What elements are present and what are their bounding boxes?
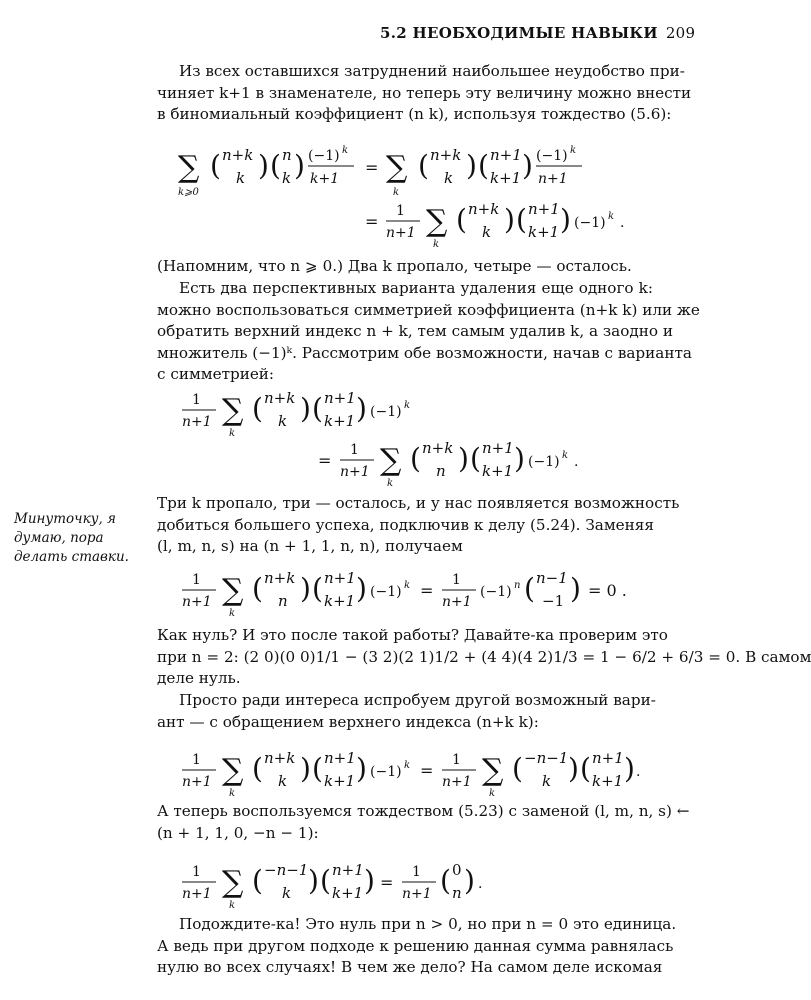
svg-text:n+k: n+k (222, 146, 254, 164)
svg-text:1: 1 (192, 864, 201, 880)
paragraph-6 (157, 690, 656, 733)
svg-text:k+1: k+1 (332, 884, 364, 902)
svg-text:n+k: n+k (264, 749, 296, 767)
svg-text:k+1: k+1 (528, 223, 560, 241)
svg-text:∑: ∑ (380, 443, 402, 478)
svg-text:n+1: n+1 (324, 569, 356, 587)
svg-text:k: k (444, 169, 454, 187)
svg-text:.: . (478, 876, 483, 892)
svg-text:k: k (387, 478, 394, 489)
svg-text:(: ( (252, 572, 263, 605)
running-header (380, 24, 695, 42)
svg-text:∑: ∑ (426, 204, 448, 239)
text-line: А теперь воспользуемся тождеством (5.23) с заменой (l, m, n, s) ← (157, 802, 690, 820)
svg-text:1: 1 (192, 572, 201, 588)
svg-text:): ) (308, 864, 319, 897)
equation-4 (170, 740, 660, 802)
svg-text:−n−1: −n−1 (264, 861, 309, 879)
svg-text:∑: ∑ (222, 753, 244, 788)
svg-text:∑: ∑ (222, 865, 244, 900)
svg-text:k: k (393, 187, 400, 198)
paragraph-1 (157, 61, 692, 126)
svg-text:n+1: n+1 (182, 594, 212, 610)
svg-text:k: k (489, 788, 496, 799)
svg-text:1: 1 (192, 752, 201, 768)
svg-text:= 0 .: = 0 . (588, 581, 627, 600)
svg-text:(: ( (418, 149, 429, 182)
svg-text:1: 1 (396, 203, 405, 219)
svg-text:): ) (466, 149, 477, 182)
svg-text:n+1: n+1 (332, 861, 364, 879)
svg-text:): ) (522, 149, 533, 182)
svg-text:): ) (464, 864, 475, 897)
svg-text:1: 1 (452, 752, 461, 768)
equation-2 (170, 380, 640, 490)
text-line: нулю во всех случаях! В чем же дело? На самом деле искомая (157, 958, 663, 976)
section-title: 5.2 НЕОБХОДИМЫЕ НАВЫКИ (380, 24, 658, 42)
text-line: (l, m, n, s) на (n + 1, 1, n, n), получаем (157, 537, 463, 555)
svg-text:(: ( (478, 149, 489, 182)
svg-text:(: ( (470, 442, 481, 475)
svg-text:(: ( (456, 203, 467, 236)
svg-text:n+1: n+1 (538, 171, 568, 187)
svg-text:k: k (404, 760, 411, 771)
svg-text:1: 1 (452, 572, 461, 588)
svg-text:(−1): (−1) (370, 404, 402, 420)
svg-text:n: n (282, 146, 292, 164)
margin-note: Минуточку, я думаю, пора делать ставки. (14, 511, 129, 565)
svg-text:n+1: n+1 (442, 774, 472, 790)
svg-text:.: . (574, 454, 579, 470)
svg-text:k+1: k+1 (592, 772, 624, 790)
svg-text:−1: −1 (542, 592, 565, 610)
svg-text:∑: ∑ (222, 393, 244, 428)
svg-text:k: k (229, 428, 236, 439)
svg-text:n+k: n+k (430, 146, 462, 164)
svg-text:(: ( (270, 149, 281, 182)
svg-text:=: = (380, 873, 394, 892)
svg-text:k: k (236, 169, 246, 187)
paragraph-7 (157, 801, 690, 844)
svg-text:n+1: n+1 (490, 146, 522, 164)
text-line: с симметрией: (157, 365, 275, 383)
svg-text:k+1: k+1 (324, 412, 356, 430)
text-line: Как нуль? И это после такой работы? Давайте-ка проверим это (157, 626, 668, 644)
svg-text:): ) (356, 572, 367, 605)
svg-text:k: k (404, 580, 411, 591)
svg-text:k: k (282, 884, 292, 902)
svg-text:n+k: n+k (468, 200, 500, 218)
paragraph-5 (157, 625, 811, 690)
svg-text:.: . (620, 215, 625, 231)
svg-text:k: k (282, 169, 292, 187)
svg-text:n−1: n−1 (536, 569, 568, 587)
svg-text:(−1): (−1) (370, 584, 402, 600)
svg-text:n+1: n+1 (182, 886, 212, 902)
svg-text:(: ( (252, 392, 263, 425)
text-line: Просто ради интереса испробуем другой возможный вари- (179, 691, 656, 709)
svg-text:): ) (568, 752, 579, 785)
svg-text:): ) (504, 203, 515, 236)
svg-text:k: k (229, 900, 236, 911)
svg-text:(: ( (512, 752, 523, 785)
svg-text:(: ( (524, 572, 535, 605)
svg-text:k: k (542, 772, 552, 790)
svg-text:(−1): (−1) (480, 584, 512, 600)
paragraph-8 (157, 914, 677, 979)
svg-text:): ) (258, 149, 269, 182)
svg-text:(: ( (516, 203, 527, 236)
svg-text:k+1: k+1 (324, 772, 356, 790)
text-line: при n = 2: (2 0)(0 0)1/1 − (3 2)(2 1)1/2 + (4 4)(4 2)1/3 = 1 − 6/2 + 6/3 = 0. В самом (157, 647, 811, 666)
svg-text:=: = (318, 451, 332, 470)
svg-text:): ) (294, 149, 305, 182)
svg-text:n+1: n+1 (324, 389, 356, 407)
svg-text:n+k: n+k (264, 389, 296, 407)
svg-text:k: k (278, 772, 288, 790)
text-line: Есть два перспективных варианта удаления еще одного k: (179, 279, 653, 297)
text-line: Три k пропало, три — осталось, и у нас появляется возможность (157, 494, 680, 512)
svg-text:k⩾0: k⩾0 (178, 187, 199, 198)
svg-text:∑: ∑ (482, 753, 504, 788)
paragraph-2 (157, 256, 653, 278)
text-line: добиться большего успеха, подключив к делу (5.24). Заменяя (157, 515, 654, 534)
svg-text:): ) (300, 392, 311, 425)
svg-text:(−1): (−1) (308, 148, 340, 164)
svg-text:n+1: n+1 (386, 225, 416, 241)
svg-text:n+1: n+1 (402, 886, 432, 902)
paragraph-3 (157, 278, 700, 386)
svg-text:(: ( (320, 864, 331, 897)
svg-text:n+1: n+1 (182, 414, 212, 430)
svg-text:k: k (570, 145, 577, 156)
svg-text:0: 0 (452, 861, 462, 879)
svg-text:k: k (562, 450, 569, 461)
svg-text:=: = (365, 158, 379, 177)
equation-3 (170, 560, 660, 622)
svg-text:(: ( (410, 442, 421, 475)
text-line: множитель (−1)ᵏ. Рассмотрим обе возможности, начав с варианта (157, 343, 692, 362)
svg-text:n: n (278, 592, 288, 610)
sum-sign: ∑ (178, 150, 200, 185)
svg-text:=: = (365, 212, 379, 231)
text-line: Подождите-ка! Это нуль при n > 0, но при n = 0 это единица. (179, 915, 677, 933)
paragraph-4 (157, 493, 680, 558)
svg-text:k+1: k+1 (490, 169, 522, 187)
svg-text:(: ( (210, 149, 221, 182)
svg-text:k: k (404, 400, 411, 411)
svg-text:n: n (436, 462, 446, 480)
svg-text:): ) (458, 442, 469, 475)
svg-text:n+1: n+1 (442, 594, 472, 610)
svg-text:(−1): (−1) (528, 454, 560, 470)
svg-text:k: k (229, 608, 236, 619)
text-line: А ведь при другом подходе к решению данная сумма равнялась (157, 936, 674, 955)
svg-text:(: ( (580, 752, 591, 785)
svg-text:−n−1: −n−1 (524, 749, 569, 767)
svg-text:n: n (452, 884, 462, 902)
svg-text:n+1: n+1 (324, 749, 356, 767)
svg-text:k: k (608, 211, 615, 222)
svg-text:): ) (356, 752, 367, 785)
text-line: (Напомним, что n ⩾ 0.) Два k пропало, четыре — осталось. (157, 257, 632, 275)
svg-text:): ) (356, 392, 367, 425)
text-line: деле нуль. (157, 669, 241, 687)
svg-text:): ) (624, 752, 635, 785)
equation-5 (170, 852, 550, 914)
svg-text:(−1): (−1) (370, 764, 402, 780)
text-line: в биномиальный коэффициент (n k), используя тождество (5.6): (157, 105, 672, 123)
svg-text:k: k (433, 239, 440, 250)
svg-text:(: ( (440, 864, 451, 897)
svg-text:1: 1 (192, 392, 201, 408)
svg-text:(−1): (−1) (574, 215, 606, 231)
svg-text:n+1: n+1 (482, 439, 514, 457)
svg-text:n: n (514, 580, 521, 591)
svg-text:): ) (300, 752, 311, 785)
svg-text:k+1: k+1 (482, 462, 514, 480)
svg-text:k: k (342, 145, 349, 156)
svg-text:(−1): (−1) (536, 148, 568, 164)
svg-text:n+k: n+k (264, 569, 296, 587)
svg-text:(: ( (252, 864, 263, 897)
svg-text:): ) (514, 442, 525, 475)
svg-text:k: k (229, 788, 236, 799)
svg-text:n+1: n+1 (340, 464, 370, 480)
svg-text:): ) (560, 203, 571, 236)
svg-text:(: ( (312, 572, 323, 605)
text-line: ант — с обращением верхнего индекса (n+k k): (157, 712, 539, 731)
svg-text:∑: ∑ (222, 573, 244, 608)
page-number: 209 (665, 24, 696, 42)
svg-text:): ) (300, 572, 311, 605)
svg-text:∑: ∑ (386, 150, 408, 185)
svg-text:n+k: n+k (422, 439, 454, 457)
svg-text:(: ( (312, 392, 323, 425)
svg-text:k+1: k+1 (324, 592, 356, 610)
svg-text:k: k (278, 412, 288, 430)
text-line: чиняет k+1 в знаменателе, но теперь эту величину можно внести (157, 83, 692, 102)
svg-text:k+1: k+1 (310, 171, 340, 187)
svg-text:(: ( (312, 752, 323, 785)
svg-text:k: k (482, 223, 492, 241)
svg-text:.: . (636, 764, 641, 780)
svg-text:n+1: n+1 (182, 774, 212, 790)
svg-text:=: = (420, 581, 434, 600)
equation-1 (150, 135, 670, 250)
text-line: можно воспользоваться симметрией коэффициента (n+k k) или же (157, 300, 700, 319)
svg-text:1: 1 (350, 442, 359, 458)
text-line: Из всех оставшихся затруднений наибольшее неудобство при- (179, 62, 685, 80)
svg-text:(: ( (252, 752, 263, 785)
svg-text:n+1: n+1 (528, 200, 560, 218)
svg-text:n+1: n+1 (592, 749, 624, 767)
svg-text:): ) (570, 572, 581, 605)
text-line: (n + 1, 1, 0, −n − 1): (157, 823, 319, 842)
svg-text:1: 1 (412, 864, 421, 880)
svg-text:=: = (420, 761, 434, 780)
text-line: обратить верхний индекс n + k, тем самым удалив k, а заодно и (157, 322, 673, 340)
svg-text:): ) (364, 864, 375, 897)
